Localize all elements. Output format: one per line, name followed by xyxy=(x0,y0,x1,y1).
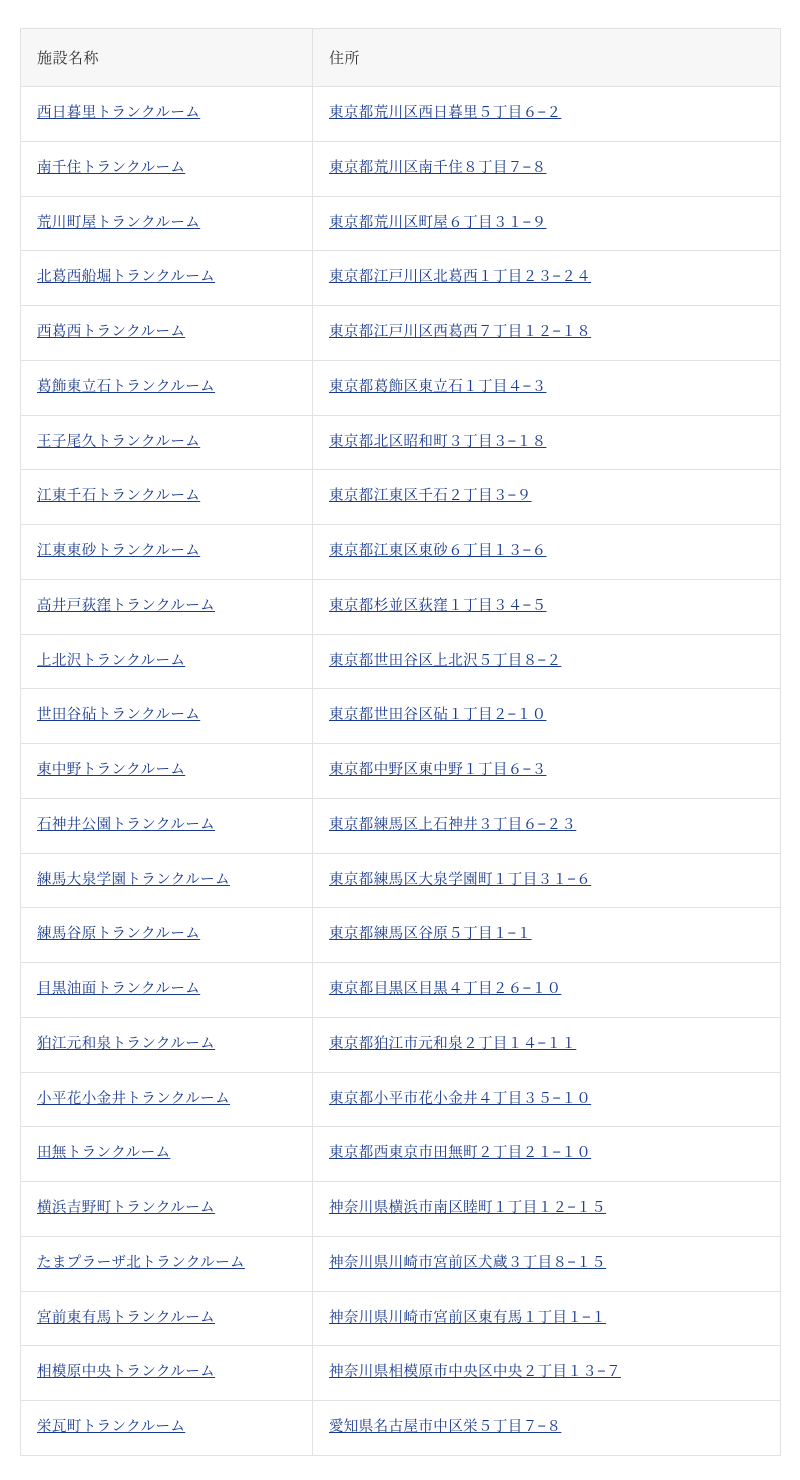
facility-address-link[interactable]: 神奈川県横浜市南区睦町１丁目１２−１５ xyxy=(329,1200,607,1216)
facility-name-cell xyxy=(21,470,313,525)
facility-address-link[interactable]: 東京都杉並区荻窪１丁目３４−５ xyxy=(329,597,547,614)
facility-address-link[interactable]: 神奈川県相模原市中央区中央２丁目１３−７ xyxy=(329,1364,621,1381)
table-row xyxy=(21,744,781,799)
table-body xyxy=(21,87,781,1456)
table-row xyxy=(21,634,781,689)
facility-address-cell xyxy=(313,1236,781,1291)
facility-name-cell xyxy=(21,744,313,799)
table-row xyxy=(21,141,781,196)
table-row xyxy=(21,306,781,361)
facility-name-cell xyxy=(21,87,313,142)
facility-address-link[interactable]: 東京都江戸川区北葛西１丁目２３−２４ xyxy=(329,269,592,286)
facility-name-cell xyxy=(21,1182,313,1237)
facility-name-link[interactable]: 練馬谷原トランクルーム xyxy=(37,926,201,943)
table-row xyxy=(21,963,781,1018)
facility-name-cell xyxy=(21,1072,313,1127)
facility-address-cell xyxy=(313,744,781,799)
facility-address-cell xyxy=(313,525,781,580)
facility-address-link[interactable]: 東京都荒川区町屋６丁目３１−９ xyxy=(329,214,547,231)
table-row xyxy=(21,1291,781,1346)
facility-name-cell xyxy=(21,1236,313,1291)
facility-name-cell xyxy=(21,634,313,689)
facility-name-link[interactable]: 横浜吉野町トランクルーム xyxy=(37,1200,216,1216)
facility-address-cell xyxy=(313,579,781,634)
facility-name-cell xyxy=(21,1017,313,1072)
facility-name-link[interactable]: 荒川町屋トランクルーム xyxy=(37,214,201,231)
facility-address-cell xyxy=(313,196,781,251)
facility-name-cell xyxy=(21,306,313,361)
table-row xyxy=(21,251,781,306)
facility-address-link[interactable]: 東京都北区昭和町３丁目３−１８ xyxy=(329,433,547,450)
facility-address-link[interactable]: 神奈川県川崎市宮前区東有馬１丁目１−１ xyxy=(329,1309,607,1326)
facility-name-link[interactable]: 狛江元和泉トランクルーム xyxy=(37,1035,216,1052)
table-row xyxy=(21,1127,781,1182)
facility-name-cell xyxy=(21,908,313,963)
table-row xyxy=(21,360,781,415)
column-header-facility-name: 施設名称 xyxy=(21,29,313,87)
facility-address-link[interactable]: 東京都目黒区目黒４丁目２６−１０ xyxy=(329,981,562,997)
table-row xyxy=(21,1236,781,1291)
facility-name-cell xyxy=(21,1346,313,1401)
facility-name-link[interactable]: 上北沢トランクルーム xyxy=(37,652,186,669)
facility-address-link[interactable]: 愛知県名古屋市中区栄５丁目７−８ xyxy=(329,1419,562,1435)
facility-address-cell xyxy=(313,1017,781,1072)
facility-name-cell xyxy=(21,141,313,196)
facility-name-link[interactable]: 田無トランクルーム xyxy=(37,1145,171,1162)
table-row xyxy=(21,798,781,853)
table-row xyxy=(21,908,781,963)
facility-address-cell xyxy=(313,360,781,415)
facility-address-link[interactable]: 東京都荒川区南千住８丁目７−８ xyxy=(329,159,547,176)
facility-name-cell xyxy=(21,251,313,306)
facility-name-cell xyxy=(21,1291,313,1346)
facility-address-link[interactable]: 東京都荒川区西日暮里５丁目６−２ xyxy=(329,105,562,121)
facility-address-link[interactable]: 東京都中野区東中野１丁目６−３ xyxy=(329,762,547,778)
table-row xyxy=(21,470,781,525)
facility-name-link[interactable]: 高井戸荻窪トランクルーム xyxy=(37,597,216,614)
facility-name-link[interactable]: 江東東砂トランクルーム xyxy=(37,543,201,559)
table-row xyxy=(21,1072,781,1127)
facility-address-cell xyxy=(313,1182,781,1237)
facility-name-link[interactable]: 葛飾東立石トランクルーム xyxy=(37,378,216,395)
facility-address-cell xyxy=(313,470,781,525)
table-row xyxy=(21,853,781,908)
facility-name-cell xyxy=(21,853,313,908)
facility-name-link[interactable]: 目黒油面トランクルーム xyxy=(37,981,201,997)
facility-address-link[interactable]: 神奈川県川崎市宮前区犬蔵３丁目８−１５ xyxy=(329,1254,607,1271)
column-header-address: 住所 xyxy=(313,29,781,87)
table-row xyxy=(21,87,781,142)
facility-name-link[interactable]: 世田谷砧トランクルーム xyxy=(37,707,201,724)
table-header xyxy=(21,29,781,87)
table-row xyxy=(21,1346,781,1401)
facility-address-cell xyxy=(313,853,781,908)
facility-address-cell xyxy=(313,1072,781,1127)
facility-name-link[interactable]: 王子尾久トランクルーム xyxy=(37,433,201,450)
facility-name-cell xyxy=(21,798,313,853)
facility-address-cell xyxy=(313,963,781,1018)
facility-name-link[interactable]: 北葛西船堀トランクルーム xyxy=(37,269,216,286)
facility-address-cell xyxy=(313,306,781,361)
facility-address-cell xyxy=(313,141,781,196)
facility-address-link[interactable]: 東京都江東区東砂６丁目１３−６ xyxy=(329,543,547,559)
facility-name-cell xyxy=(21,963,313,1018)
facility-name-cell xyxy=(21,1127,313,1182)
facility-name-link[interactable]: 江東千石トランクルーム xyxy=(37,488,201,505)
facility-address-link[interactable]: 東京都葛飾区東立石１丁目４−３ xyxy=(329,378,547,395)
facility-address-cell xyxy=(313,1401,781,1456)
table-row xyxy=(21,415,781,470)
facility-address-cell xyxy=(313,1291,781,1346)
facility-address-link[interactable]: 東京都練馬区上石神井３丁目６−２３ xyxy=(329,816,577,833)
facility-name-link[interactable]: 練馬大泉学園トランクルーム xyxy=(37,871,230,888)
facility-address-link[interactable]: 東京都小平市花小金井４丁目３５−１０ xyxy=(329,1090,592,1107)
facility-name-link[interactable]: 小平花小金井トランクルーム xyxy=(37,1090,230,1107)
facility-name-link[interactable]: 宮前東有馬トランクルーム xyxy=(37,1309,216,1326)
facility-address-link[interactable]: 東京都西東京市田無町２丁目２１−１０ xyxy=(329,1145,592,1162)
facility-address-cell xyxy=(313,1346,781,1401)
table-row xyxy=(21,1182,781,1237)
facility-name-cell xyxy=(21,525,313,580)
facility-address-link[interactable]: 東京都練馬区谷原５丁目１−１ xyxy=(329,926,532,943)
table-row xyxy=(21,196,781,251)
facility-address-link[interactable]: 東京都練馬区大泉学園町１丁目３１−６ xyxy=(329,871,592,888)
facility-name-link[interactable]: 西葛西トランクルーム xyxy=(37,324,186,340)
facility-address-cell xyxy=(313,1127,781,1182)
facility-address-cell xyxy=(313,87,781,142)
facility-address-cell xyxy=(313,415,781,470)
facility-name-link[interactable]: 東中野トランクルーム xyxy=(37,762,186,778)
facility-name-link[interactable]: たまプラーザ北トランクルーム xyxy=(37,1254,245,1271)
table-row xyxy=(21,1017,781,1072)
facility-name-link[interactable]: 西日暮里トランクルーム xyxy=(37,105,201,121)
facility-name-cell xyxy=(21,689,313,744)
facility-address-cell xyxy=(313,798,781,853)
facility-name-link[interactable]: 石神井公園トランクルーム xyxy=(37,816,216,833)
facility-address-link[interactable]: 東京都狛江市元和泉２丁目１４−１１ xyxy=(329,1035,577,1052)
table-row xyxy=(21,1401,781,1456)
facility-table xyxy=(20,28,781,1456)
facility-name-link[interactable]: 南千住トランクルーム xyxy=(37,159,186,176)
facility-address-cell xyxy=(313,908,781,963)
facility-address-cell xyxy=(313,251,781,306)
facility-name-cell xyxy=(21,196,313,251)
facility-name-cell xyxy=(21,415,313,470)
facility-address-cell xyxy=(313,689,781,744)
table-row xyxy=(21,525,781,580)
facility-address-link[interactable]: 東京都世田谷区上北沢５丁目８−２ xyxy=(329,652,562,669)
facility-address-link[interactable]: 東京都江戸川区西葛西７丁目１２−１８ xyxy=(329,324,592,340)
facility-address-link[interactable]: 東京都世田谷区砧１丁目２−１０ xyxy=(329,707,547,724)
table-row xyxy=(21,579,781,634)
facility-address-link[interactable]: 東京都江東区千石２丁目３−９ xyxy=(329,488,532,505)
facility-address-cell xyxy=(313,634,781,689)
facility-name-link[interactable]: 栄瓦町トランクルーム xyxy=(37,1419,186,1435)
table-row xyxy=(21,689,781,744)
table-header-row xyxy=(21,29,781,87)
facility-name-cell xyxy=(21,360,313,415)
facility-name-cell xyxy=(21,579,313,634)
facility-name-link[interactable]: 相模原中央トランクルーム xyxy=(37,1364,216,1381)
facility-name-cell xyxy=(21,1401,313,1456)
